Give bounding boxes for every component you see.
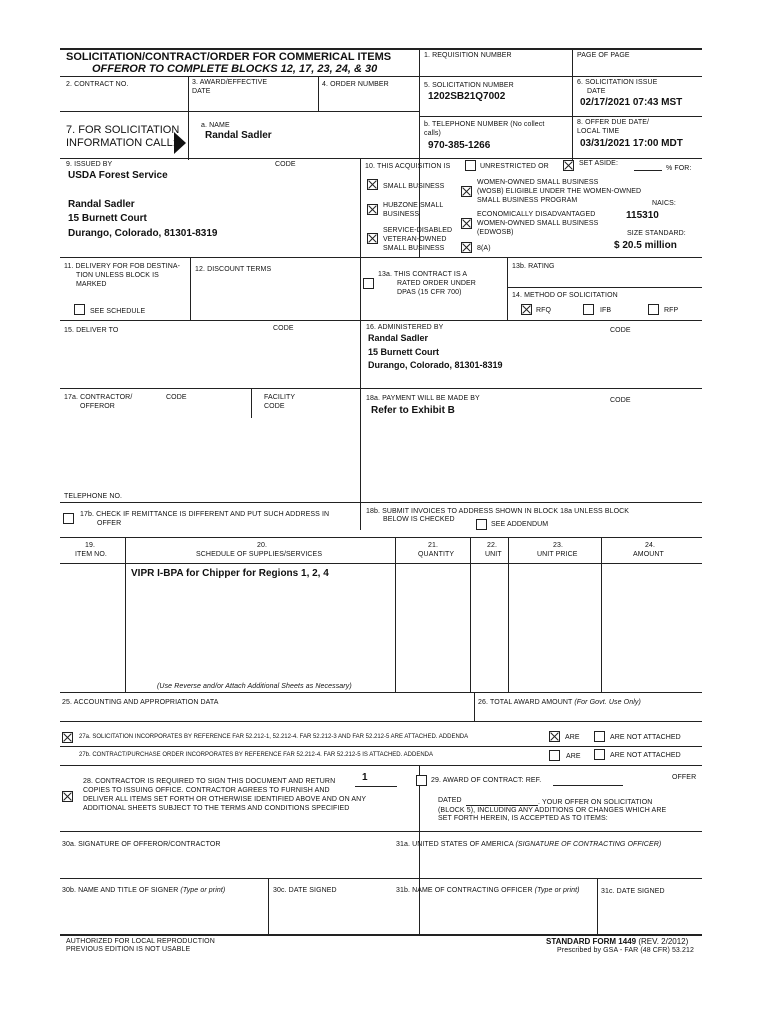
see-addendum-checkbox[interactable] [476,519,487,530]
naics-code: 115310 [626,210,659,221]
27a-text: 27a. SOLICITATION INCORPORATES BY REFERENCE FAR 52.212-1, 52.212-4. FAR 52.212-3 AND FAR 52.212-5 ARE ATTACHED. ADDENDA [79,734,469,740]
27a-are-checkbox[interactable] [549,731,560,742]
form-subtitle: OFFEROR TO COMPLETE BLOCKS 12, 17, 23, 24, & 30 [92,63,378,75]
issuer-street: 15 Burnett Court [68,213,147,224]
order-number-label: 4. ORDER NUMBER [322,81,389,88]
see-schedule-checkbox[interactable] [74,304,85,315]
issued-by-label: 9. ISSUED BY [66,161,113,168]
percent-for-label: % FOR: [666,165,692,172]
remittance-checkbox[interactable] [63,513,74,524]
27a-are-label: ARE [565,734,580,741]
offeror-signature-label: 30a. SIGNATURE OF OFFEROR/CONTRACTOR [62,841,221,848]
submit-invoices-label: 18b. SUBMIT INVOICES TO ADDRESS SHOWN IN BLOCK 18a UNLESS BLOCK [366,508,630,515]
27b-are-label: ARE [566,753,581,760]
edwosb-label: ECONOMICALLY DISADVANTAGED [477,211,596,218]
item-description: VIPR I-BPA for Chipper for Regions 1, 2, 4 [131,568,329,579]
unrestricted-label: UNRESTRICTED OR [480,163,549,170]
rfp-checkbox[interactable] [648,304,659,315]
rated-order-label: 13a. THIS CONTRACT IS A [378,271,468,278]
col-23-number: 23. [553,542,564,549]
payment-code-label: CODE [610,397,631,404]
27a-checkbox[interactable] [62,732,73,743]
hubzone-label: HUBZONE SMALL [383,202,444,209]
28-line-1: 28. CONTRACTOR IS REQUIRED TO SIGN THIS DOCUMENT AND RETURN [83,778,336,785]
small-business-checkbox[interactable] [367,179,378,190]
remittance-label-2: OFFER [97,520,122,527]
wosb-label: WOMEN-OWNED SMALL BUSINESS [477,179,599,186]
administered-by-label: 16. ADMINISTERED BY [366,324,444,331]
see-addendum-label: SEE ADDENDUM [491,521,549,528]
rated-order-checkbox[interactable] [363,278,374,289]
col-24-number: 24. [645,542,656,549]
contractor-label-2: OFFEROR [80,403,115,410]
col-22-number: 22. [487,542,498,549]
admin-name: Randal Sadler [368,333,429,343]
see-schedule-label: SEE SCHEDULE [90,308,146,315]
wosb-label-3: SMALL BUSINESS PROGRAM [477,197,578,204]
co-name-label [396,886,580,895]
telephone-label: b. TELEPHONE NUMBER (No collect [424,121,545,128]
award-date-label: 3. AWARD/EFFECTIVE [192,79,268,86]
28-line-3: DELIVER ALL ITEMS SET FORTH OR OTHERWISE IDENTIFIED ABOVE AND ON ANY [83,796,367,803]
wosb-label-2: (WOSB) ELIGIBLE UNDER THE WOMEN-OWNED [477,188,642,195]
admin-street: 15 Burnett Court [368,347,440,357]
payment-label: 18a. PAYMENT WILL BE MADE BY [366,395,480,402]
col-amount-header: AMOUNT [633,551,664,558]
sdvosb-label: SERVICE-DISABLED [383,227,453,234]
sdvosb-label-3: SMALL BUSINESS [383,245,445,252]
footer-prescribed: Prescribed by GSA - FAR (48 CFR) 53.212 [557,947,694,954]
co-name-note: (Type or print) [534,887,580,894]
telephone-label-2: calls) [424,130,441,137]
contract-no-label: 2. CONTRACT NO. [66,81,129,88]
issuer-city: Durango, Colorado, 81301-8319 [68,228,218,239]
ifb-label: IFB [600,307,612,314]
edwosb-label-3: (EDWOSB) [477,229,514,236]
requisition-label: 1. REQUISITION NUMBER [424,52,512,59]
eight-a-checkbox[interactable] [461,242,472,253]
naics-label: NAICS: [652,200,676,207]
col-unit-price-header: UNIT PRICE [537,551,578,558]
admin-code-label: CODE [610,327,631,334]
solicitation-number: 1202SB21Q7002 [428,91,506,102]
total-award-label [478,698,641,707]
facility-code-label: FACILITY [264,394,296,401]
contact-name: Randal Sadler [205,130,272,141]
co-signature-note: (SIGNATURE OF CONTRACTING OFFICER) [515,841,662,848]
col-19-number: 19. [85,542,96,549]
issue-date: 02/17/2021 07:43 MST [580,97,683,108]
issue-date-label: 6. SOLICITATION ISSUE [577,79,658,86]
page-label: PAGE OF PAGE [577,52,630,59]
due-date-label: 8. OFFER DUE DATE/ [577,119,650,126]
col-item-no-header: ITEM NO. [75,551,107,558]
discount-terms-label: 12. DISCOUNT TERMS [195,266,272,273]
telephone-no-label: TELEPHONE NO. [64,493,123,500]
footer-reproduction: AUTHORIZED FOR LOCAL REPRODUCTION [66,938,215,945]
form-title: SOLICITATION/CONTRACT/ORDER FOR COMMERICAL ITEMS [66,51,392,63]
col-schedule-header: SCHEDULE OF SUPPLIES/SERVICES [196,551,323,558]
form-revision: (REV. 2/2012) [638,937,689,946]
form-number: STANDARD FORM 1449 [546,937,637,946]
co-name-text: 31b. NAME OF CONTRACTING OFFICER [396,887,533,894]
name-label: a. NAME [201,122,230,129]
size-standard-label: SIZE STANDARD: [627,230,686,237]
edwosb-checkbox[interactable] [461,218,472,229]
27b-text: 27b. CONTRACT/PURCHASE ORDER INCORPORATES BY REFERENCE FAR 52.212-4. FAR 52.212-5 IS ATTACHED. ADDENDA [79,752,433,758]
col-unit-header: UNIT [485,551,502,558]
your-offer-label: . YOUR OFFER ON SOLICITATION [538,799,653,806]
acquisition-label: 10. THIS ACQUISITION IS [365,163,451,170]
co-date-label: 31c. DATE SIGNED [601,888,665,895]
solicitation-number-label: 5. SOLICITATION NUMBER [424,82,514,89]
ifb-checkbox[interactable] [583,304,594,315]
info-call-label-2: INFORMATION CALL: [66,137,176,149]
rated-order-label-2: RATED ORDER UNDER [397,280,476,287]
27b-are-checkbox[interactable] [549,750,560,761]
27a-are-not-label: ARE NOT ATTACHED [610,734,681,741]
offeror-date-label: 30c. DATE SIGNED [273,887,337,894]
offer-label: OFFER [672,774,697,781]
27b-are-not-checkbox[interactable] [594,749,605,760]
deliver-code-label: CODE [273,325,294,332]
wosb-checkbox[interactable] [461,186,472,197]
issue-date-label-2: DATE [587,88,606,95]
admin-city: Durango, Colorado, 81301-8319 [368,360,503,370]
signer-name-note: (Type or print) [180,887,226,894]
set-aside-checkbox[interactable] [563,160,574,171]
block5-line-1: (BLOCK 5), INCLUDING ANY ADDITIONS OR CHANGES WHICH ARE [438,807,667,814]
total-award-text: 26. TOTAL AWARD AMOUNT [478,699,573,706]
hubzone-checkbox[interactable] [367,204,378,215]
28-line-4: ADDITIONAL SHEETS SUBJECT TO THE TERMS AND CONDITIONS SPECIFIED [83,805,350,812]
issuer-name: Randal Sadler [68,199,135,210]
sdvosb-checkbox[interactable] [367,233,378,244]
reverse-note: (Use Reverse and/or Attach Additional Sheets as Necessary) [157,683,352,690]
award-date-label-2: DATE [192,88,211,95]
payment-by: Refer to Exhibit B [371,405,455,416]
facility-code-label-2: CODE [264,403,285,410]
contractor-label: 17a. CONTRACTOR/ [64,394,133,401]
hubzone-label-2: BUSINESS [383,211,420,218]
submit-invoices-label-2: BELOW IS CHECKED [383,516,455,523]
signer-name-text: 30b. NAME AND TITLE OF SIGNER [62,887,179,894]
accounting-label: 25. ACCOUNTING AND APPROPRIATION DATA [62,699,219,706]
co-signature-label [396,840,661,849]
copies-count: 1 [362,772,368,783]
delivery-label: 11. DELIVERY FOR FOB DESTINA- [64,263,181,270]
issued-code-label: CODE [275,161,296,168]
delivery-label-2: TION UNLESS BLOCK IS [76,272,159,279]
total-award-note: (For Govt. Use Only) [574,699,641,706]
rfq-label: RFQ [536,307,552,314]
eight-a-label: 8(A) [477,245,491,252]
col-21-number: 21. [428,542,439,549]
29-checkbox[interactable] [416,775,427,786]
28-line-2: COPIES TO ISSUING OFFICE. CONTRACTOR AGREES TO FURNISH AND [83,787,330,794]
due-date-label-2: LOCAL TIME [577,128,620,135]
arrow-right-icon [174,132,186,154]
dated-label: DATED [438,797,462,804]
size-standard: $ 20.5 million [614,240,677,251]
unrestricted-checkbox[interactable] [465,160,476,171]
contractor-code-label: CODE [166,394,187,401]
method-label: 14. METHOD OF SOLICITATION [512,292,618,299]
29-award-label: 29. AWARD OF CONTRACT: REF. [431,777,542,784]
delivery-label-3: MARKED [76,281,107,288]
rfp-label: RFP [664,307,679,314]
footer-form-id [546,937,688,946]
col-quantity-header: QUANTITY [418,551,455,558]
col-20-number: 20. [257,542,268,549]
small-business-label: SMALL BUSINESS [383,183,445,190]
info-call-label: 7. FOR SOLICITATION [66,124,180,136]
footer-previous-edition: PREVIOUS EDITION IS NOT USABLE [66,946,191,953]
27a-are-not-checkbox[interactable] [594,731,605,742]
block5-line-2: SET FORTH HEREIN, IS ACCEPTED AS TO ITEMS: [438,815,608,822]
28-checkbox[interactable] [62,791,73,802]
issuing-agency: USDA Forest Service [68,170,168,181]
remittance-label: 17b. CHECK IF REMITTANCE IS DIFFERENT AND PUT SUCH ADDRESS IN [80,511,330,518]
telephone-number: 970-385-1266 [428,140,491,151]
27b-are-not-label: ARE NOT ATTACHED [610,752,681,759]
signer-name-label [62,886,225,895]
rating-label: 13b. RATING [512,263,555,270]
rfq-checkbox[interactable] [521,304,532,315]
set-aside-label: SET ASIDE: [579,160,618,167]
due-date: 03/31/2021 17:00 MDT [580,138,683,149]
edwosb-label-2: WOMEN-OWNED SMALL BUSINESS [477,220,599,227]
rated-order-label-3: DPAS (15 CFR 700) [397,289,462,296]
usa-label: 31a. UNITED STATES OF AMERICA [396,841,514,848]
sdvosb-label-2: VETERAN-OWNED [383,236,447,243]
deliver-to-label: 15. DELIVER TO [64,327,119,334]
